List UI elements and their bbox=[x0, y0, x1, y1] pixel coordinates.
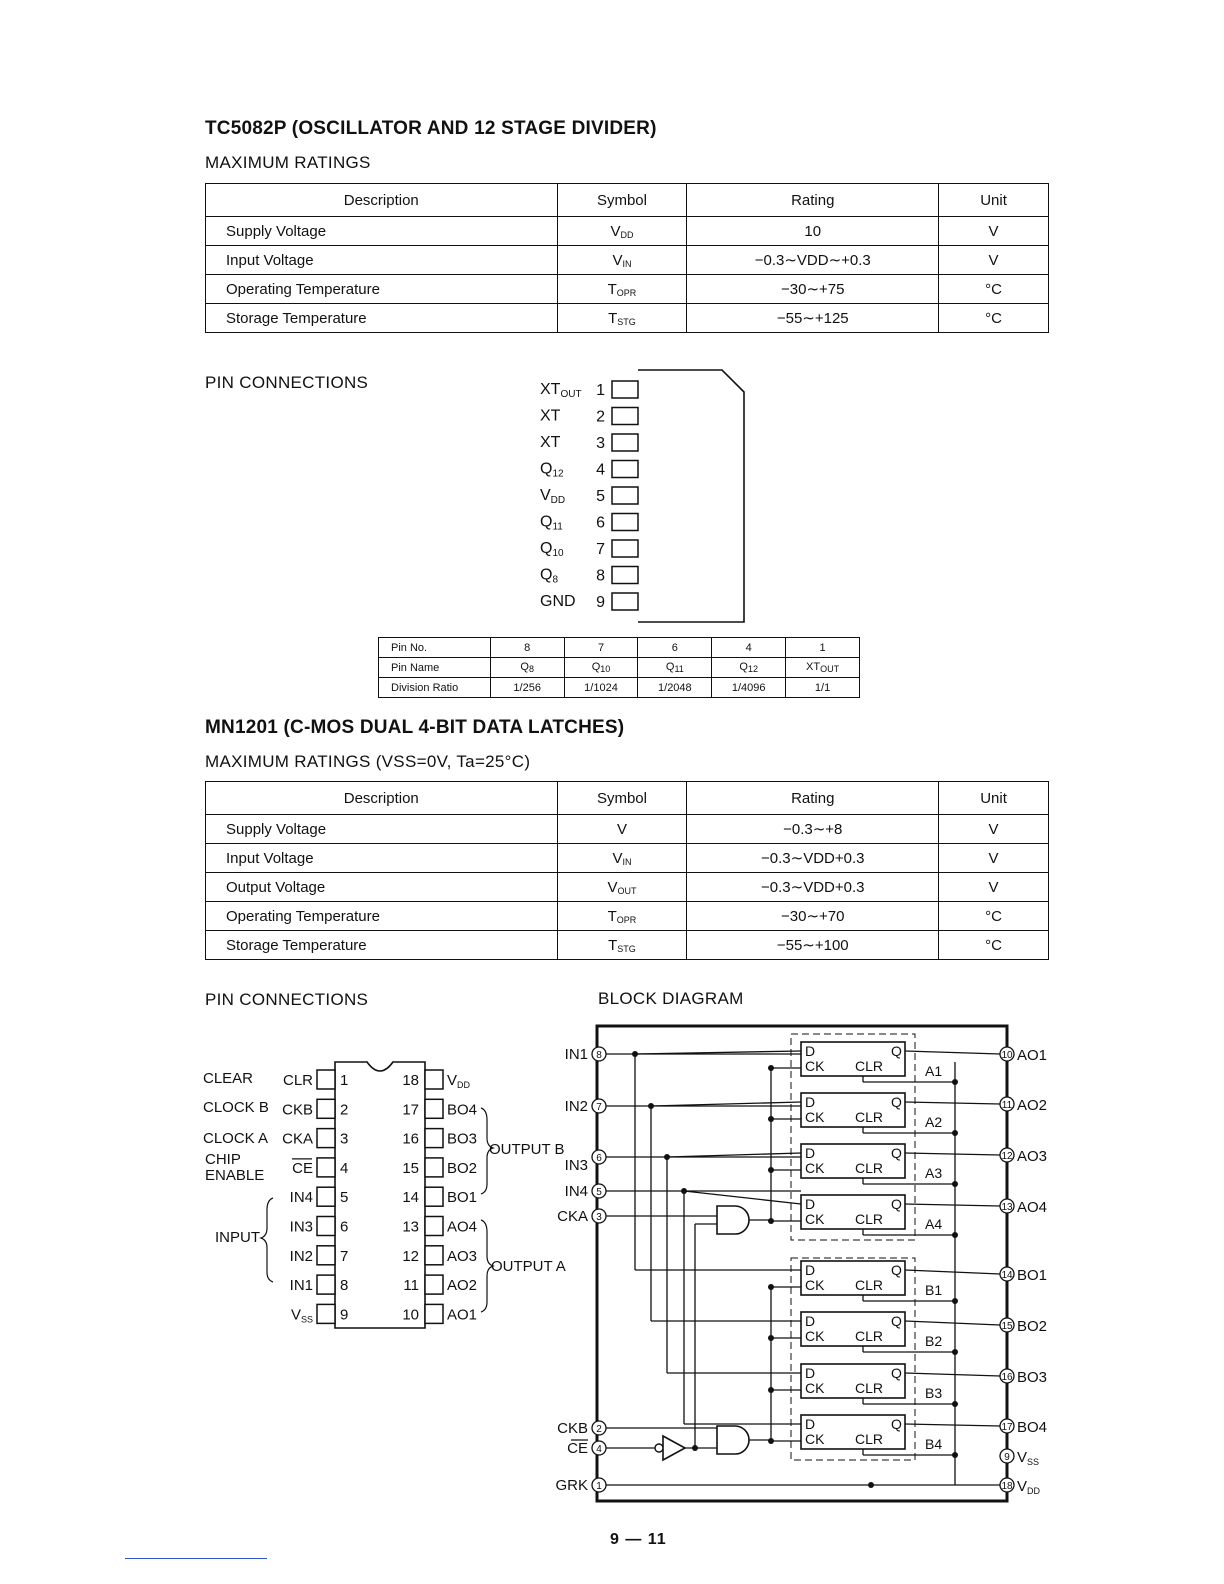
wire bbox=[905, 1204, 1000, 1206]
pin-no-cell: 6 bbox=[638, 638, 712, 658]
ff-d-label: D bbox=[805, 1313, 816, 1329]
wire bbox=[905, 1051, 1000, 1054]
latch-label: A4 bbox=[925, 1216, 943, 1232]
pin-name: $V_{SS}$ bbox=[1017, 1449, 1040, 1467]
pin-name: BO1 bbox=[447, 1189, 478, 1207]
pin-name: CKB bbox=[557, 1420, 588, 1437]
junction-dot bbox=[768, 1116, 774, 1122]
pin-name: XT bbox=[540, 407, 561, 425]
row-description: Input Voltage bbox=[206, 246, 558, 275]
pin-number: 14 bbox=[402, 1189, 419, 1207]
ff-d-label: D bbox=[805, 1094, 816, 1110]
junction-dot bbox=[952, 1452, 958, 1458]
pin-number: 9 bbox=[340, 1306, 349, 1324]
pin-name: BO2 bbox=[1017, 1318, 1048, 1335]
pin-name: CLR bbox=[282, 1072, 313, 1089]
pin-name: BO3 bbox=[1017, 1369, 1048, 1386]
table-header-row bbox=[206, 184, 1049, 217]
pin-box bbox=[317, 1275, 335, 1294]
pin-name: XTOUT bbox=[540, 381, 582, 400]
wire bbox=[905, 1424, 1000, 1426]
pin-box bbox=[612, 487, 638, 504]
row-symbol: V bbox=[557, 815, 687, 844]
pin-box bbox=[317, 1304, 335, 1323]
row-symbol: $T_{OPR}$ bbox=[557, 902, 687, 931]
ff-q-label: Q bbox=[891, 1365, 902, 1381]
pin-number: 18 bbox=[1001, 1481, 1013, 1492]
pin-box bbox=[612, 567, 638, 584]
pin-box bbox=[425, 1187, 443, 1206]
wire bbox=[684, 1191, 801, 1204]
table-row bbox=[379, 638, 860, 658]
row-description: Output Voltage bbox=[206, 873, 558, 902]
pin-box bbox=[612, 381, 638, 398]
table-row bbox=[206, 275, 1049, 304]
pin-number: 6 bbox=[340, 1218, 349, 1236]
latch-label: B4 bbox=[925, 1436, 943, 1452]
pin-name: IN4 bbox=[289, 1189, 313, 1207]
pin-number: 4 bbox=[340, 1159, 349, 1177]
row-label: Pin No. bbox=[379, 638, 491, 658]
header-symbol: Symbol bbox=[557, 782, 687, 815]
ff-clr-label: CLR bbox=[855, 1160, 884, 1176]
pin-box bbox=[317, 1158, 335, 1177]
pin-box bbox=[317, 1187, 335, 1206]
pin-name: IN1 bbox=[564, 1046, 588, 1063]
pin-name: CKB bbox=[282, 1101, 313, 1119]
pin-box bbox=[317, 1217, 335, 1236]
pin-number: 5 bbox=[340, 1189, 349, 1207]
row-unit: V bbox=[939, 844, 1049, 873]
pin-name: CKA bbox=[282, 1130, 313, 1148]
ff-q-label: Q bbox=[891, 1196, 902, 1212]
row-unit: °C bbox=[939, 931, 1049, 960]
junction-dot bbox=[952, 1298, 958, 1304]
pin-name: IN3 bbox=[289, 1218, 313, 1236]
pin-number: 12 bbox=[1001, 1151, 1013, 1162]
table-row bbox=[206, 931, 1049, 960]
pin-name-cell: $Q_{12}$ bbox=[712, 658, 786, 678]
pin-name: BO4 bbox=[447, 1101, 478, 1119]
header-description: Description bbox=[206, 782, 558, 815]
junction-dot bbox=[768, 1387, 774, 1393]
mn1201-ratings-heading: MAXIMUM RATINGS (VSS=0V, Ta=25°C) bbox=[205, 752, 531, 771]
latch-label: A1 bbox=[925, 1063, 943, 1079]
pin-box bbox=[425, 1129, 443, 1148]
pin-number: 10 bbox=[402, 1306, 419, 1324]
pin-number: 8 bbox=[340, 1277, 349, 1295]
row-unit: V bbox=[939, 815, 1049, 844]
pin-number: 7 bbox=[596, 541, 605, 558]
tc5082p-ratings-table bbox=[205, 183, 1049, 333]
pin-box bbox=[612, 434, 638, 451]
ff-clr-label: CLR bbox=[855, 1277, 884, 1293]
mn1201-pin-heading: PIN CONNECTIONS bbox=[205, 990, 369, 1009]
pin-number: 2 bbox=[596, 408, 605, 426]
pin-name: IN1 bbox=[289, 1277, 313, 1295]
pin-number: 12 bbox=[402, 1247, 419, 1265]
pin-box bbox=[612, 593, 638, 610]
pin-number: 6 bbox=[596, 1153, 602, 1164]
row-unit: V bbox=[939, 873, 1049, 902]
pin-name: IN2 bbox=[564, 1098, 588, 1115]
tc5082p-ratings-heading: MAXIMUM RATINGS bbox=[205, 153, 371, 172]
pin-name: AO4 bbox=[447, 1218, 478, 1236]
pin-box bbox=[425, 1246, 443, 1265]
pin-name: Q8 bbox=[540, 566, 559, 586]
pin-number: 2 bbox=[596, 1424, 602, 1435]
ff-ck-label: CK bbox=[805, 1160, 825, 1176]
pin-number: 3 bbox=[340, 1130, 349, 1148]
pin-name: AO1 bbox=[1017, 1047, 1048, 1064]
pin-number: 9 bbox=[1004, 1452, 1010, 1463]
pin-number: 13 bbox=[1001, 1202, 1013, 1213]
pin-name: CE bbox=[292, 1159, 313, 1177]
row-symbol: $V_{IN}$ bbox=[557, 246, 687, 275]
pin-name: Q12 bbox=[540, 460, 564, 480]
pin-name: CE bbox=[567, 1440, 588, 1457]
pin-name: IN4 bbox=[564, 1183, 588, 1200]
pin-number: 5 bbox=[596, 488, 605, 505]
header-unit: Unit bbox=[939, 782, 1049, 815]
header-unit: Unit bbox=[939, 184, 1049, 217]
pin-number: 1 bbox=[340, 1072, 349, 1089]
pin-number: 1 bbox=[596, 382, 605, 399]
row-unit: °C bbox=[939, 275, 1049, 304]
ce-inverter bbox=[663, 1436, 685, 1460]
pin-box bbox=[425, 1275, 443, 1294]
clock-a-label: CLOCK A bbox=[203, 1130, 269, 1147]
pin-name: AO2 bbox=[1017, 1097, 1048, 1114]
ff-d-label: D bbox=[805, 1145, 816, 1161]
ff-clr-label: CLR bbox=[855, 1328, 884, 1344]
pin-box bbox=[317, 1246, 335, 1265]
pin-name: BO4 bbox=[1017, 1419, 1048, 1436]
table-row bbox=[206, 844, 1049, 873]
row-unit: V bbox=[939, 246, 1049, 275]
pin-number: 4 bbox=[596, 1444, 602, 1455]
pin-number: 3 bbox=[596, 435, 605, 452]
junction-dot bbox=[692, 1445, 698, 1451]
pin-no-cell: 8 bbox=[490, 638, 564, 658]
ff-clr-label: CLR bbox=[855, 1058, 884, 1074]
pin-box bbox=[425, 1304, 443, 1323]
pin-number: 14 bbox=[1001, 1270, 1013, 1281]
row-unit: V bbox=[939, 217, 1049, 246]
pin-name-cell: $XT_{OUT}$ bbox=[786, 658, 860, 678]
division-ratio-table bbox=[378, 637, 860, 698]
pin-box bbox=[612, 461, 638, 478]
latch-label: B1 bbox=[925, 1282, 943, 1298]
row-rating: −55∼+125 bbox=[687, 304, 939, 333]
pin-name: XT bbox=[540, 434, 561, 451]
pin-number: 8 bbox=[596, 1050, 602, 1061]
row-rating: −0.3∼VDD+0.3 bbox=[687, 844, 939, 873]
pin-name-cell: $Q_{10}$ bbox=[564, 658, 638, 678]
row-symbol: $T_{STG}$ bbox=[557, 931, 687, 960]
pin-name: Q11 bbox=[540, 513, 563, 533]
pin-number: 7 bbox=[596, 1102, 602, 1113]
ratio-cell: 1/2048 bbox=[638, 678, 712, 698]
latch-label: B2 bbox=[925, 1333, 943, 1349]
pin-number: 9 bbox=[596, 594, 605, 611]
row-unit: °C bbox=[939, 902, 1049, 931]
pin-box bbox=[317, 1070, 335, 1089]
table-row bbox=[206, 217, 1049, 246]
wire bbox=[905, 1270, 1000, 1274]
header-rating: Rating bbox=[687, 782, 939, 815]
row-rating: −55∼+100 bbox=[687, 931, 939, 960]
pin-no-cell: 4 bbox=[712, 638, 786, 658]
row-description: Supply Voltage bbox=[206, 815, 558, 844]
ic-body-outline bbox=[638, 370, 744, 622]
pin-box bbox=[317, 1129, 335, 1148]
ff-q-label: Q bbox=[891, 1145, 902, 1161]
ff-clr-label: CLR bbox=[855, 1211, 884, 1227]
ff-clr-label: CLR bbox=[855, 1109, 884, 1125]
row-description: Operating Temperature bbox=[206, 275, 558, 304]
latch-label: A3 bbox=[925, 1165, 943, 1181]
ff-ck-label: CK bbox=[805, 1211, 825, 1227]
pin-name: VDD bbox=[540, 487, 566, 506]
junction-dot bbox=[768, 1335, 774, 1341]
pin-number: 6 bbox=[596, 514, 605, 532]
pin-box bbox=[425, 1070, 443, 1089]
row-symbol: $V_{DD}$ bbox=[557, 217, 687, 246]
wire bbox=[905, 1153, 1000, 1155]
pin-number: 17 bbox=[1001, 1422, 1013, 1433]
chip-label: CHIP bbox=[205, 1151, 241, 1168]
pin-number: 1 bbox=[596, 1481, 602, 1492]
row-symbol: $V_{OUT}$ bbox=[557, 873, 687, 902]
pin-number: 4 bbox=[596, 461, 605, 479]
ratio-cell: 1/4096 bbox=[712, 678, 786, 698]
pin-box bbox=[425, 1158, 443, 1177]
table-row bbox=[379, 678, 860, 698]
ff-ck-label: CK bbox=[805, 1277, 825, 1293]
table-row bbox=[379, 658, 860, 678]
tc5082p-pin-heading: PIN CONNECTIONS bbox=[205, 373, 369, 392]
row-rating: −0.3∼VDD∼+0.3 bbox=[687, 246, 939, 275]
pin-number: 7 bbox=[340, 1247, 349, 1265]
row-symbol: $V_{IN}$ bbox=[557, 844, 687, 873]
pin-name: AO2 bbox=[447, 1277, 478, 1295]
ff-ck-label: CK bbox=[805, 1058, 825, 1074]
clock-b-label: CLOCK B bbox=[203, 1099, 269, 1116]
pin-name: AO3 bbox=[1017, 1148, 1048, 1165]
header-rating: Rating bbox=[687, 184, 939, 217]
row-description: Supply Voltage bbox=[206, 217, 558, 246]
junction-dot bbox=[952, 1079, 958, 1085]
pin-box bbox=[425, 1099, 443, 1118]
row-description: Operating Temperature bbox=[206, 902, 558, 931]
ratio-cell: 1/1 bbox=[786, 678, 860, 698]
pin-name: BO3 bbox=[447, 1130, 478, 1148]
row-symbol: $T_{OPR}$ bbox=[557, 275, 687, 304]
latch-label: B3 bbox=[925, 1385, 943, 1401]
wire bbox=[905, 1373, 1000, 1376]
ff-d-label: D bbox=[805, 1365, 816, 1381]
pin-name-cell: $Q_{11}$ bbox=[638, 658, 712, 678]
pin-no-cell: 7 bbox=[564, 638, 638, 658]
ff-q-label: Q bbox=[891, 1043, 902, 1059]
pin-name-cell: $Q_8$ bbox=[490, 658, 564, 678]
mn1201-title: MN1201 (C-MOS DUAL 4-BIT DATA LATCHES) bbox=[205, 717, 625, 738]
pin-number: 16 bbox=[1001, 1372, 1013, 1383]
and-gate-a bbox=[717, 1206, 749, 1234]
junction-dot bbox=[768, 1065, 774, 1071]
row-label: Division Ratio bbox=[379, 678, 491, 698]
pin-number: 8 bbox=[596, 567, 605, 585]
row-description: Storage Temperature bbox=[206, 304, 558, 333]
pin-name: GND bbox=[540, 593, 576, 610]
ff-q-label: Q bbox=[891, 1313, 902, 1329]
ff-ck-label: CK bbox=[805, 1431, 825, 1447]
header-symbol: Symbol bbox=[557, 184, 687, 217]
pin-name: Q10 bbox=[540, 540, 564, 559]
latch-label: A2 bbox=[925, 1114, 943, 1130]
junction-dot bbox=[952, 1401, 958, 1407]
inverter-bubble bbox=[655, 1444, 663, 1452]
pin-name: BO1 bbox=[1017, 1267, 1048, 1284]
junction-dot bbox=[868, 1482, 874, 1488]
wire bbox=[905, 1102, 1000, 1104]
row-unit: °C bbox=[939, 304, 1049, 333]
row-rating: −0.3∼+8 bbox=[687, 815, 939, 844]
ff-d-label: D bbox=[805, 1262, 816, 1278]
junction-dot bbox=[768, 1438, 774, 1444]
tc5082p-title: TC5082P (OSCILLATOR AND 12 STAGE DIVIDER) bbox=[205, 118, 657, 139]
input-label: INPUT bbox=[215, 1229, 260, 1246]
pin-name: GRK bbox=[555, 1477, 588, 1494]
pin-box bbox=[612, 408, 638, 425]
mn1201-ratings-table bbox=[205, 781, 1049, 960]
pin-number: 3 bbox=[596, 1212, 602, 1223]
junction-dot bbox=[768, 1218, 774, 1224]
pin-number: 10 bbox=[1001, 1050, 1013, 1061]
junction-dot bbox=[952, 1349, 958, 1355]
pin-name: BO2 bbox=[447, 1159, 478, 1177]
row-label: Pin Name bbox=[379, 658, 491, 678]
junction-dot bbox=[952, 1181, 958, 1187]
pin-box bbox=[612, 540, 638, 557]
pin-name: $V_{SS}$ bbox=[290, 1306, 313, 1325]
ff-clr-label: CLR bbox=[855, 1431, 884, 1447]
pin-no-cell: 1 bbox=[786, 638, 860, 658]
ff-q-label: Q bbox=[891, 1416, 902, 1432]
pin-number: 11 bbox=[403, 1277, 419, 1295]
pin-box bbox=[612, 514, 638, 531]
ff-ck-label: CK bbox=[805, 1328, 825, 1344]
tc5082p-pin-diagram bbox=[520, 362, 760, 632]
ff-d-label: D bbox=[805, 1196, 816, 1212]
ff-ck-label: CK bbox=[805, 1380, 825, 1396]
pin-number: 16 bbox=[402, 1130, 419, 1148]
ff-clr-label: CLR bbox=[855, 1380, 884, 1396]
pin-box bbox=[317, 1099, 335, 1118]
pin-name: $V_{DD}$ bbox=[447, 1072, 471, 1090]
table-row bbox=[206, 873, 1049, 902]
row-rating: −0.3∼VDD+0.3 bbox=[687, 873, 939, 902]
pin-number: 13 bbox=[402, 1218, 419, 1236]
header-description: Description bbox=[206, 184, 558, 217]
pin-name: CKA bbox=[557, 1208, 588, 1225]
pin-number: 11 bbox=[1001, 1100, 1013, 1111]
row-rating: −30∼+75 bbox=[687, 275, 939, 304]
table-row bbox=[206, 815, 1049, 844]
pin-name: AO4 bbox=[1017, 1199, 1048, 1216]
block-diagram bbox=[545, 1020, 1065, 1510]
and-gate-b bbox=[717, 1426, 749, 1454]
mn1201-pin-diagram bbox=[195, 1050, 595, 1340]
pin-number: 15 bbox=[1001, 1321, 1013, 1332]
row-description: Storage Temperature bbox=[206, 931, 558, 960]
block-diagram-heading: BLOCK DIAGRAM bbox=[598, 989, 744, 1008]
pin-box bbox=[425, 1217, 443, 1236]
row-symbol: $T_{STG}$ bbox=[557, 304, 687, 333]
row-rating: −30∼+70 bbox=[687, 902, 939, 931]
table-row bbox=[206, 246, 1049, 275]
ff-q-label: Q bbox=[891, 1262, 902, 1278]
table-row bbox=[206, 902, 1049, 931]
junction-dot bbox=[952, 1232, 958, 1238]
row-rating: 10 bbox=[687, 217, 939, 246]
ff-q-label: Q bbox=[891, 1094, 902, 1110]
input-brace bbox=[261, 1198, 273, 1282]
table-row bbox=[206, 304, 1049, 333]
wire bbox=[905, 1321, 1000, 1325]
ff-d-label: D bbox=[805, 1043, 816, 1059]
pin-name: IN3 bbox=[564, 1157, 588, 1174]
output-b-label: OUTPUT B bbox=[489, 1141, 565, 1158]
pin-name: $V_{DD}$ bbox=[1017, 1478, 1041, 1496]
footer-rule bbox=[125, 1558, 267, 1559]
pin-name: AO1 bbox=[447, 1306, 478, 1324]
row-description: Input Voltage bbox=[206, 844, 558, 873]
pin-number: 18 bbox=[402, 1072, 419, 1089]
pin-number: 5 bbox=[596, 1187, 602, 1198]
pin-number: 17 bbox=[402, 1101, 419, 1119]
junction-dot bbox=[768, 1167, 774, 1173]
ratio-cell: 1/256 bbox=[490, 678, 564, 698]
output-a-label: OUTPUT A bbox=[491, 1258, 566, 1275]
pin-name: AO3 bbox=[447, 1247, 478, 1265]
ff-ck-label: CK bbox=[805, 1109, 825, 1125]
enable-label: ENABLE bbox=[205, 1167, 265, 1184]
pin-number: 2 bbox=[340, 1101, 349, 1119]
ratio-cell: 1/1024 bbox=[564, 678, 638, 698]
table-header-row bbox=[206, 782, 1049, 815]
pin-number: 15 bbox=[402, 1159, 419, 1177]
page-number: 9 — 11 bbox=[610, 1531, 667, 1548]
ff-d-label: D bbox=[805, 1416, 816, 1432]
junction-dot bbox=[768, 1284, 774, 1290]
junction-dot bbox=[952, 1130, 958, 1136]
clear-label: CLEAR bbox=[203, 1070, 254, 1087]
pin-name: IN2 bbox=[289, 1247, 313, 1265]
